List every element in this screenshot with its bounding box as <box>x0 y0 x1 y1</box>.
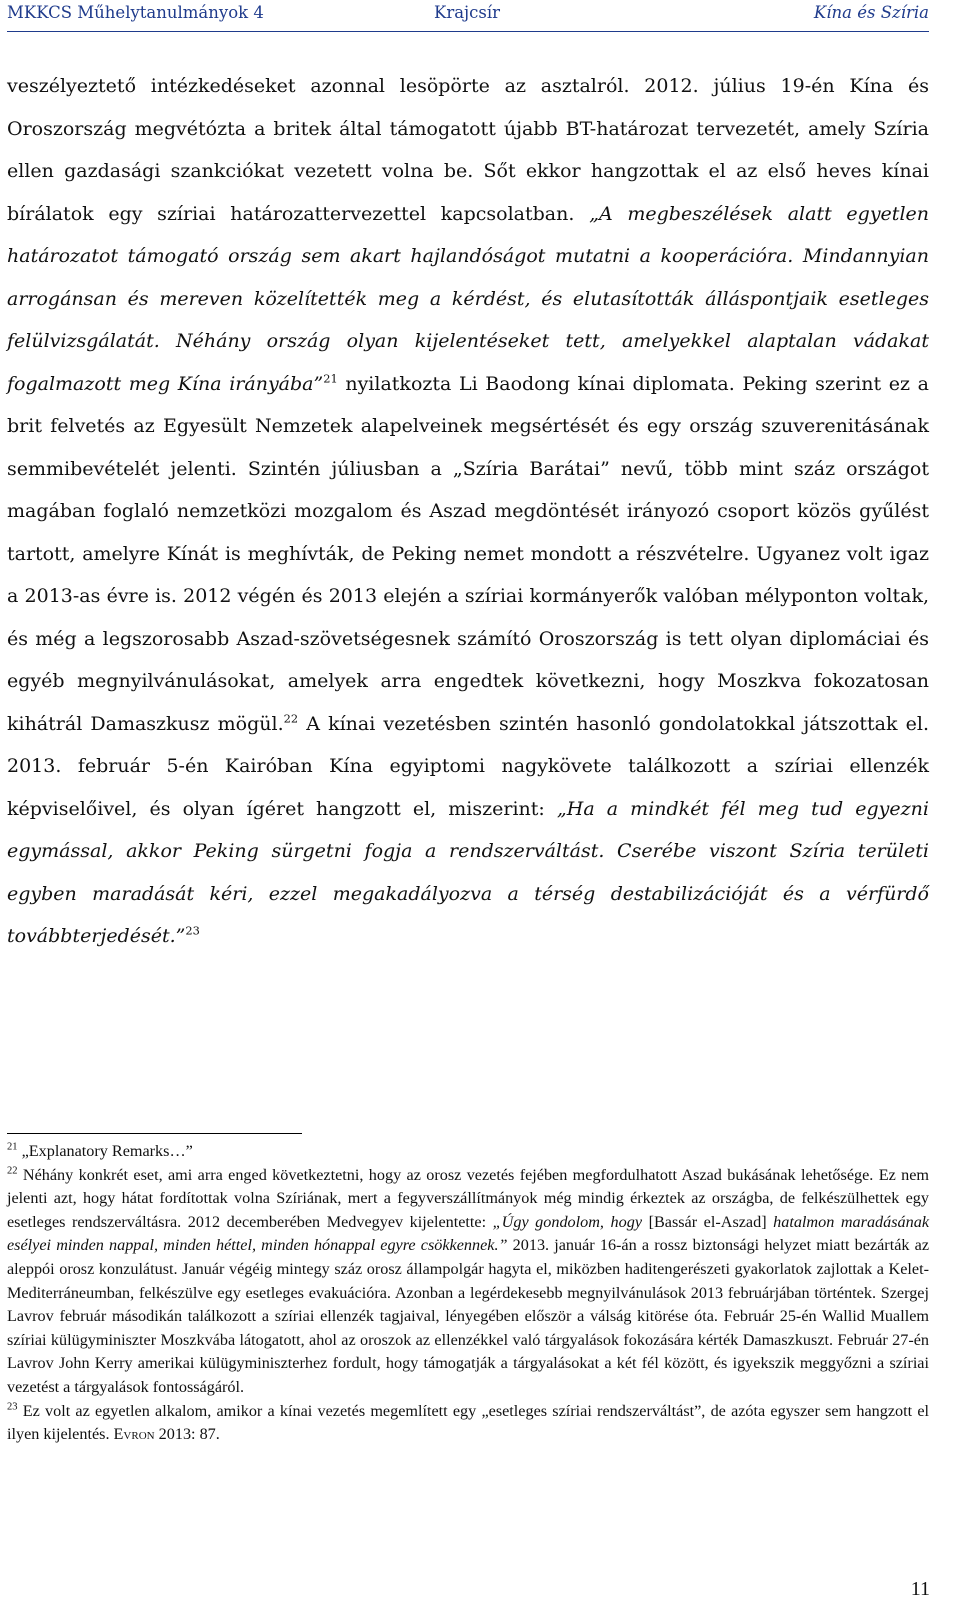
footnote-ref-23: 23 <box>185 923 200 938</box>
footnote-quote: hatalmon maradásának esélyei minden nappal, minden héttel, minden hónappal egyre csökkennek.” <box>7 1212 929 1255</box>
footnote-text: Ez volt az egyetlen alkalom, amikor a kínai vezetés megemlített egy „esetleges szíriai rendszerváltást”, de azóta egyszer sem hangzott el ilyen kijelentés. <box>7 1401 929 1444</box>
quote-ambassador: „Ha a mindkét fél meg tud egyezni egymással, akkor Peking sürgetni fogja a rendszerváltást. Cserébe viszont Szíria területi egyben maradását kéri, ezzel megakadályozva a térség destabilizációját és a vérfürdő továbbterjedését.” <box>7 797 929 947</box>
header-series-title: MKKCS Műhelytanulmányok 4 <box>7 3 264 22</box>
body-text-segment: veszélyeztető intézkedéseket azonnal lesöpörte az asztalról. 2012. július 19-én Kína és Oroszország megvétózta a britek által támogatott újabb BT-határozat tervezetét, amely Szíria ellen gazdasági szankciókat vezetett volna be. Sőt ekkor hangzottak el az első heves kínai bírálatok egy szíriai határozattervezettel kapcsolatban. <box>7 75 929 225</box>
footnote-22 <box>7 1164 929 1400</box>
footnote-21 <box>7 1140 929 1164</box>
footnote-source-author: Evron <box>113 1425 155 1444</box>
body-text-segment: nyilatkozta Li Baodong kínai diplomata. Peking szerint ez a brit felvetés az Egyesült Nemzetek alapelveinek megsértését és egy ország szuverenitásának semmibevételét jelenti. Szintén júliusban a „Szíria Barátai” nevű, több mint száz országot magában foglaló nemzetközi mozgalom és Aszad megdöntését irányozó csoport közös gyűlést tartott, amelyre Kínát is meghívták, de Peking nemet mondott a részvételre. Ugyanez volt igaz a 2013-as évre is. 2012 végén és 2013 elején a szíriai kormányerők valóban mélyponton voltak, és még a legszorosabb Aszad-szövetségesnek számító Oroszország is tett olyan diplomáciai és egyéb megnyilvánulásokat, amelyek arra engedtek következni, hogy Moszkva fokozatosan kihátrál Damaszkusz mögül. <box>7 372 930 735</box>
header-document-title: Kína és Szíria <box>813 3 929 22</box>
footnote-number: 23 <box>7 1401 18 1413</box>
header-author: Krajcsír <box>434 3 501 22</box>
page-number: 11 <box>910 1578 930 1600</box>
footnote-number: 21 <box>7 1141 18 1153</box>
footnote-text: „Explanatory Remarks…” <box>21 1142 193 1160</box>
footnote-23 <box>7 1400 929 1447</box>
body-paragraph <box>7 65 929 958</box>
footnote-text: [Bassár el-Aszad] <box>642 1212 774 1231</box>
footnotes <box>7 1140 929 1447</box>
quote-li-baodong: „A megbeszélések alatt egyetlen határozatot támogató ország sem akart hajlandóságot mutatni a kooperációra. Mindannyian arrogánsan és mereven közelítették meg a kérdést, és elutasították álláspontjaik esetleges felülvizsgálatát. Néhány ország olyan kijelentéseket tett, amelyekkel alaptalan vádakat fogalmazott meg Kína irányába” <box>7 202 929 395</box>
footnote-quote: „Úgy gondolom, hogy <box>492 1212 643 1231</box>
header-divider <box>7 31 929 32</box>
body-text-segment: A kínai vezetésben szintén hasonló gondolatokkal játszottak el. 2013. február 5-én Kairóban Kína egyiptomi nagykövete találkozott a szíriai ellenzék képviselőivel, és olyan ígéret hangzott el, miszerint: <box>7 712 929 820</box>
page-header <box>7 3 929 33</box>
footnote-text: Néhány konkrét eset, ami arra enged következtetni, hogy az orosz vezetés fejében megfordulhatott Aszad bukásának lehetősége. Ez nem jelenti azt, hogy hátat fordítottak volna Szíriának, mert a fegyverszállítmányok még mindig érkeztek az országba, de felkészülhettek egy esetleges rendszerváltásra. 2012 decemberében Medvegyev kijelentette: <box>7 1165 930 1231</box>
footnote-separator <box>7 1133 302 1134</box>
footnote-text: 2013: 87. <box>154 1425 220 1444</box>
footnote-ref-21: 21 <box>323 371 338 386</box>
footnote-number: 22 <box>7 1165 18 1177</box>
footnote-ref-22: 22 <box>283 711 299 726</box>
footnote-text: 2013. január 16-án a rossz biztonsági helyzet miatt bezárták az aleppói orosz konzulátust. Január végéig mintegy száz orosz állampolgár hagyta el, miközben haditengerészeti gyakorlatok zajlottak a Kelet-Mediterráneumban, felkészülve egy esetleges evakuációra. Azonban a legérdekesebb megnyilvánulások 2013 februárjában történtek. Szergej Lavrov február másodikán találkozott a szíriai ellenzék tagjaival, lényegében először a válság kitörése óta. Február 25-én Wallid Muallem szíriai külügyminiszter Moszkvába látogatott, ahol az oroszok az ellenzékkel való tárgyalások fokozására kérték Damaszkuszt. Február 27-én Lavrov John Kerry amerikai külügyminiszterhez fordult, hogy támogatják a tárgyalásokat a két fél között, és igyekszik meggyőzni a szíriai vezetést a tárgyalások fontosságáról. <box>7 1236 929 1396</box>
